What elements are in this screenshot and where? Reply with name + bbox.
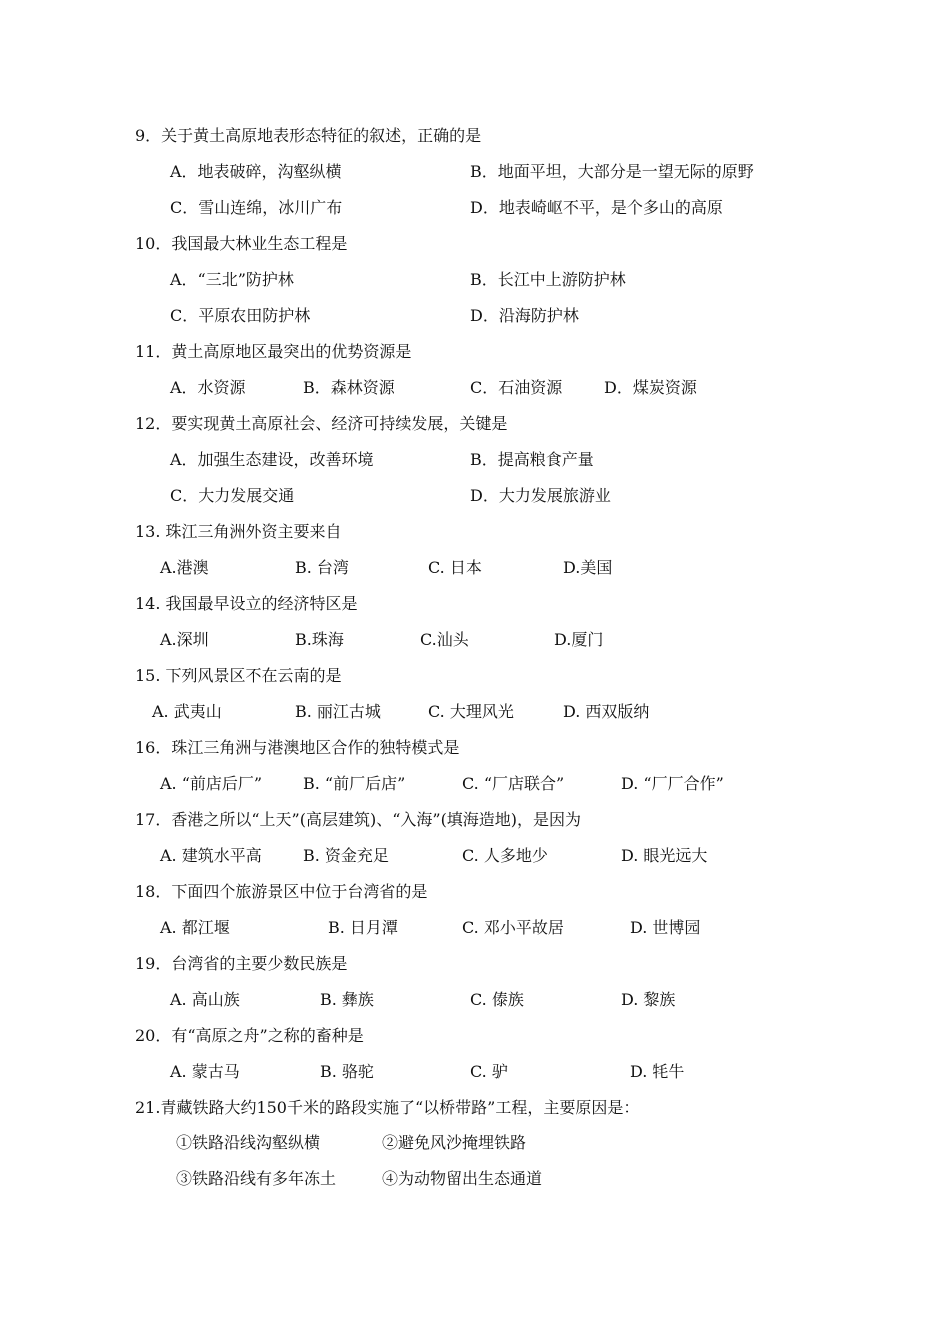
question-16-option-a: A. “前店后厂” bbox=[160, 774, 263, 793]
question-12-option-c: C．大力发展交通 bbox=[170, 486, 295, 505]
question-17-option-c: C. 人多地少 bbox=[462, 846, 548, 865]
question-20-option-c: C. 驴 bbox=[470, 1062, 508, 1081]
question-15-option-d: D. 西双版纳 bbox=[563, 702, 650, 721]
question-15-option-b: B. 丽江古城 bbox=[295, 702, 381, 721]
question-18-option-c: C. 邓小平故居 bbox=[462, 918, 564, 937]
question-13-option-d: D.美国 bbox=[563, 558, 613, 577]
question-12-option-b: B．提高粮食产量 bbox=[470, 450, 594, 469]
question-10-option-d: D．沿海防护林 bbox=[470, 306, 579, 325]
question-9-option-c: C．雪山连绵，冰川广布 bbox=[170, 198, 343, 217]
question-18-stem: 18．下面四个旅游景区中位于台湾省的是 bbox=[135, 882, 428, 901]
question-16-option-d: D. “厂厂合作” bbox=[621, 774, 724, 793]
question-13-option-c: C. 日本 bbox=[428, 558, 482, 577]
question-13-stem: 13. 珠江三角洲外资主要来自 bbox=[135, 522, 342, 541]
question-18-option-b: B. 日月潭 bbox=[328, 918, 398, 937]
question-12-stem: 12．要实现黄土高原社会、经济可持续发展，关键是 bbox=[135, 414, 508, 433]
question-9-option-a: A．地表破碎，沟壑纵横 bbox=[170, 162, 342, 181]
question-9-option-d: D．地表崎岖不平，是个多山的高原 bbox=[470, 198, 723, 217]
question-9-stem: 9．关于黄土高原地表形态特征的叙述，正确的是 bbox=[135, 126, 482, 145]
question-19-option-b: B. 彝族 bbox=[320, 990, 374, 1009]
question-11-option-a: A．水资源 bbox=[170, 378, 246, 397]
question-14-option-c: C.汕头 bbox=[420, 630, 469, 649]
question-15-stem: 15. 下列风景区不在云南的是 bbox=[135, 666, 342, 685]
question-16-option-c: C. “厂店联合” bbox=[462, 774, 565, 793]
question-11-stem: 11．黄土高原地区最突出的优势资源是 bbox=[135, 342, 412, 361]
question-11-option-d: D．煤炭资源 bbox=[604, 378, 697, 397]
question-17-stem: 17．香港之所以“上天”(高层建筑)、“入海”(填海造地)，是因为 bbox=[135, 810, 582, 829]
question-11-option-b: B．森林资源 bbox=[303, 378, 395, 397]
question-18-option-d: D. 世博园 bbox=[630, 918, 701, 937]
question-12-option-a: A．加强生态建设，改善环境 bbox=[170, 450, 374, 469]
question-17-option-a: A. 建筑水平高 bbox=[160, 846, 262, 865]
question-14-option-d: D.厦门 bbox=[554, 630, 604, 649]
question-15-option-a: A. 武夷山 bbox=[152, 702, 222, 721]
question-17-option-b: B. 资金充足 bbox=[303, 846, 389, 865]
question-10-option-c: C．平原农田防护林 bbox=[170, 306, 311, 325]
question-14-option-b: B.珠海 bbox=[295, 630, 344, 649]
question-14-stem: 14. 我国最早设立的经济特区是 bbox=[135, 594, 358, 613]
question-16-stem: 16．珠江三角洲与港澳地区合作的独特模式是 bbox=[135, 738, 460, 757]
question-10-option-b: B．长江中上游防护林 bbox=[470, 270, 626, 289]
question-21-option-2: ②避免风沙掩埋铁路 bbox=[382, 1133, 527, 1152]
question-20-option-b: B. 骆驼 bbox=[320, 1062, 374, 1081]
question-21-stem: 21.青藏铁路大约150千米的路段实施了“以桥带路”工程，主要原因是： bbox=[135, 1098, 640, 1117]
question-19-option-c: C. 傣族 bbox=[470, 990, 524, 1009]
question-16-option-b: B. “前厂后店” bbox=[303, 774, 406, 793]
question-21-option-3: ③铁路沿线有多年冻土 bbox=[176, 1169, 337, 1188]
question-10-stem: 10．我国最大林业生态工程是 bbox=[135, 234, 348, 253]
question-14-option-a: A.深圳 bbox=[160, 630, 209, 649]
question-21-option-4: ④为动物留出生态通道 bbox=[382, 1169, 543, 1188]
question-20-option-a: A. 蒙古马 bbox=[170, 1062, 240, 1081]
question-12-option-d: D．大力发展旅游业 bbox=[470, 486, 611, 505]
question-13-option-b: B. 台湾 bbox=[295, 558, 349, 577]
question-20-stem: 20．有“高原之舟”之称的畜种是 bbox=[135, 1026, 364, 1045]
question-18-option-a: A. 都江堰 bbox=[160, 918, 230, 937]
question-19-stem: 19．台湾省的主要少数民族是 bbox=[135, 954, 348, 973]
question-19-option-a: A. 高山族 bbox=[170, 990, 240, 1009]
question-15-option-c: C. 大理风光 bbox=[428, 702, 514, 721]
question-21-option-1: ①铁路沿线沟壑纵横 bbox=[176, 1133, 321, 1152]
question-10-option-a: A．“三北”防护林 bbox=[170, 270, 294, 289]
question-11-option-c: C．石油资源 bbox=[470, 378, 563, 397]
question-9-option-b: B．地面平坦，大部分是一望无际的原野 bbox=[470, 162, 754, 181]
question-20-option-d: D. 牦牛 bbox=[630, 1062, 685, 1081]
question-19-option-d: D. 黎族 bbox=[621, 990, 676, 1009]
question-17-option-d: D. 眼光远大 bbox=[621, 846, 708, 865]
question-13-option-a: A.港澳 bbox=[160, 558, 209, 577]
